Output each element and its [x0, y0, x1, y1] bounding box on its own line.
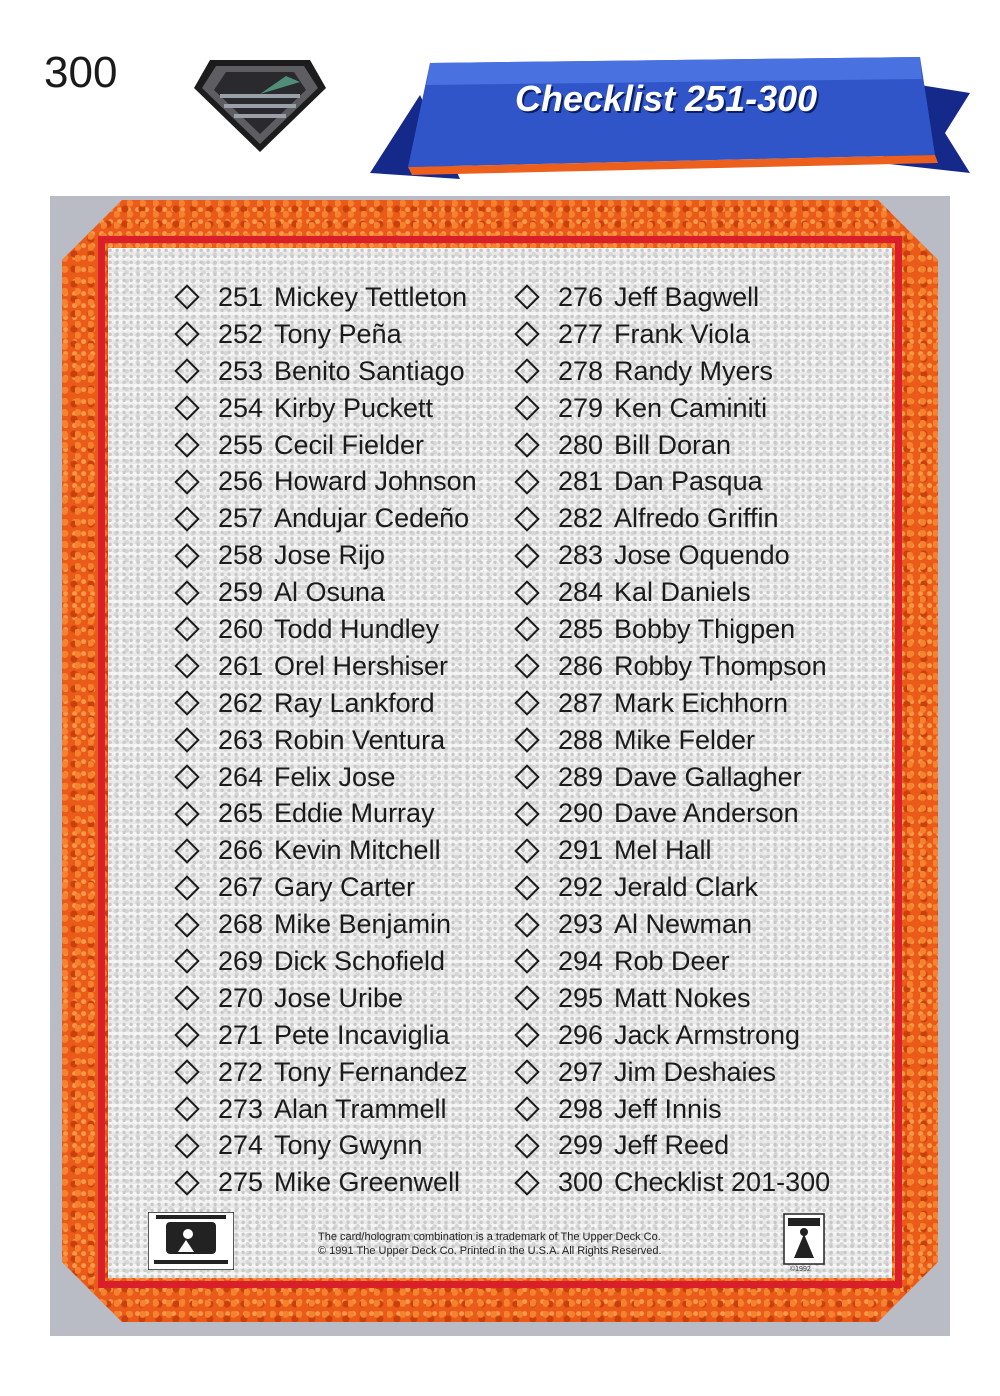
checkbox-diamond-icon[interactable]: [174, 875, 199, 900]
checkbox-diamond-icon[interactable]: [174, 912, 199, 937]
checklist-row: [514, 722, 830, 759]
checkbox-diamond-icon[interactable]: [174, 1170, 199, 1195]
checklist-row: [514, 353, 830, 390]
checkbox-diamond-icon[interactable]: [174, 395, 199, 420]
checkbox-diamond-icon[interactable]: [174, 727, 199, 752]
checkbox-diamond-icon[interactable]: [514, 691, 539, 716]
checklist-column-left: [174, 279, 477, 1201]
player-name: Todd Hundley: [274, 613, 440, 644]
checklist-row: [174, 648, 477, 685]
card-entry-number: 251: [218, 281, 264, 312]
player-name: Felix Jose: [274, 761, 396, 792]
checkbox-diamond-icon[interactable]: [174, 838, 199, 863]
card-entry-number: 280: [558, 429, 604, 460]
player-name: Jose Rijo: [274, 540, 386, 571]
checklist-row: [174, 353, 477, 390]
checkbox-diamond-icon[interactable]: [174, 358, 199, 383]
card-entry-number: 254: [218, 392, 264, 423]
checkbox-diamond-icon[interactable]: [514, 395, 539, 420]
card-entry-number: 286: [558, 650, 604, 681]
card-entry-number: 257: [218, 503, 264, 534]
card-entry-number: 256: [218, 466, 264, 497]
player-name: Robin Ventura: [274, 724, 446, 755]
checkbox-diamond-icon[interactable]: [514, 838, 539, 863]
card-entry-number: 260: [218, 613, 264, 644]
card-entry-number: 266: [218, 835, 264, 866]
checklist-row: [174, 463, 477, 500]
player-name: Gary Carter: [274, 872, 416, 903]
checklist-row: [174, 611, 477, 648]
checkbox-diamond-icon[interactable]: [514, 1023, 539, 1048]
card-entry-number: 258: [218, 540, 264, 571]
checkbox-diamond-icon[interactable]: [514, 432, 539, 457]
player-name: Dan Pasqua: [614, 466, 763, 497]
checklist-row: [514, 500, 830, 537]
checklist-row: [174, 980, 477, 1017]
checklist-row: [514, 611, 830, 648]
card-entry-number: 297: [558, 1056, 604, 1087]
checklist-row: [514, 1164, 830, 1201]
checklist-row: [514, 1017, 830, 1054]
card-entry-number: 262: [218, 687, 264, 718]
card-entry-number: 287: [558, 687, 604, 718]
checklist-row: [514, 390, 830, 427]
player-name: Dave Gallagher: [614, 761, 802, 792]
card-entry-number: 284: [558, 577, 604, 608]
player-name: Frank Viola: [614, 318, 751, 349]
player-name: Mickey Tettleton: [274, 281, 468, 312]
player-name: Mel Hall: [614, 835, 712, 866]
checkbox-diamond-icon[interactable]: [514, 543, 539, 568]
card-entry-number: 294: [558, 945, 604, 976]
player-name: Kirby Puckett: [274, 392, 434, 423]
player-name: Dick Schofield: [274, 945, 446, 976]
checkbox-diamond-icon[interactable]: [514, 1096, 539, 1121]
player-name: Tony Gwynn: [274, 1130, 423, 1161]
checkbox-diamond-icon[interactable]: [174, 506, 199, 531]
checklist-row: [514, 463, 830, 500]
checklist-row: [174, 832, 477, 869]
checkbox-diamond-icon[interactable]: [174, 285, 199, 310]
checklist-title: Checklist 251-300: [515, 78, 818, 119]
player-name: Jim Deshaies: [614, 1056, 777, 1087]
card-entry-number: 272: [218, 1056, 264, 1087]
checklist-row: [514, 943, 830, 980]
card-entry-number: 279: [558, 392, 604, 423]
checkbox-diamond-icon[interactable]: [514, 727, 539, 752]
player-name: Cecil Fielder: [274, 429, 425, 460]
checklist-row: [514, 537, 830, 574]
player-name: Matt Nokes: [614, 982, 751, 1013]
checkbox-diamond-icon[interactable]: [514, 986, 539, 1011]
player-name: Pete Incaviglia: [274, 1019, 450, 1050]
checklist-row: [514, 869, 830, 906]
card-entry-number: 253: [218, 355, 264, 386]
checkbox-diamond-icon[interactable]: [514, 1170, 539, 1195]
checklist-row: [174, 1164, 477, 1201]
checklist-row: [514, 279, 830, 316]
card-entry-number: 269: [218, 945, 264, 976]
player-name: Andujar Cedeño: [274, 503, 470, 534]
player-name: Rob Deer: [614, 945, 730, 976]
title-banner: [360, 55, 970, 185]
checklist-row: [514, 906, 830, 943]
player-name: Jerald Clark: [614, 872, 759, 903]
player-name: Howard Johnson: [274, 466, 477, 497]
player-name: Benito Santiago: [274, 355, 465, 386]
card-entry-number: 273: [218, 1093, 264, 1124]
legal-line-1: The card/hologram combination is a trademark of The Upper Deck Co.: [318, 1231, 661, 1243]
player-name: Kal Daniels: [614, 577, 751, 608]
card-entry-number: 281: [558, 466, 604, 497]
checkbox-diamond-icon[interactable]: [174, 322, 199, 347]
card-entry-number: 268: [218, 909, 264, 940]
checklist-row: [174, 943, 477, 980]
checklist-row: [174, 537, 477, 574]
player-name: Jeff Innis: [614, 1093, 722, 1124]
player-name: Orel Hershiser: [274, 650, 449, 681]
card-entry-number: 291: [558, 835, 604, 866]
checklist-row: [174, 1091, 477, 1128]
card-entry-number: 277: [558, 318, 604, 349]
player-name: Alfredo Griffin: [614, 503, 779, 534]
checklist-row: [174, 1127, 477, 1164]
legal-text: [318, 1230, 738, 1258]
checklist-row: [174, 759, 477, 796]
checklist-row: [174, 279, 477, 316]
checklist-row: [514, 648, 830, 685]
card-entry-number: 274: [218, 1130, 264, 1161]
checklist-row: [174, 795, 477, 832]
checklist-row: [174, 1054, 477, 1091]
checklist-column-right: [514, 279, 830, 1201]
player-name: Jeff Reed: [614, 1130, 730, 1161]
card-entry-number: 264: [218, 761, 264, 792]
checklist-row: [514, 980, 830, 1017]
checklist-row: [514, 427, 830, 464]
checkbox-diamond-icon[interactable]: [174, 986, 199, 1011]
checkbox-diamond-icon[interactable]: [174, 580, 199, 605]
checklist-row: [174, 390, 477, 427]
card-entry-number: 263: [218, 724, 264, 755]
checkbox-diamond-icon[interactable]: [514, 322, 539, 347]
card-entry-number: 293: [558, 909, 604, 940]
checklist-row: [514, 832, 830, 869]
checkbox-diamond-icon[interactable]: [514, 469, 539, 494]
card-entry-number: 261: [218, 650, 264, 681]
checkbox-diamond-icon[interactable]: [514, 617, 539, 642]
card-entry-number: 267: [218, 872, 264, 903]
card-entry-number: 288: [558, 724, 604, 755]
player-name: Tony Peña: [274, 318, 402, 349]
checkbox-diamond-icon[interactable]: [174, 469, 199, 494]
mlb-official-licensee-logo: [148, 1212, 234, 1270]
player-name: Kevin Mitchell: [274, 835, 441, 866]
player-name: Tony Fernandez: [274, 1056, 468, 1087]
checklist-row: [514, 795, 830, 832]
player-name: Mark Eichhorn: [614, 687, 789, 718]
checklist-row: [174, 722, 477, 759]
mlbpa-logo: [780, 1210, 828, 1274]
checkbox-diamond-icon[interactable]: [174, 1133, 199, 1158]
card-entry-number: 299: [558, 1130, 604, 1161]
checklist-row: [514, 685, 830, 722]
checkbox-diamond-icon[interactable]: [514, 654, 539, 679]
card-entry-number: 282: [558, 503, 604, 534]
player-name: Bill Doran: [614, 429, 732, 460]
checkbox-diamond-icon[interactable]: [174, 801, 199, 826]
player-name: Al Osuna: [274, 577, 386, 608]
checkbox-diamond-icon[interactable]: [174, 432, 199, 457]
checkbox-diamond-icon[interactable]: [514, 875, 539, 900]
card-entry-number: 289: [558, 761, 604, 792]
checkbox-diamond-icon[interactable]: [174, 764, 199, 789]
player-name: Bobby Thigpen: [614, 613, 796, 644]
checklist-row: [174, 685, 477, 722]
card-entry-number: 275: [218, 1167, 264, 1198]
player-name: Alan Trammell: [274, 1093, 447, 1124]
card-entry-number: 252: [218, 318, 264, 349]
checklist-row: [174, 427, 477, 464]
player-name: Robby Thompson: [614, 650, 827, 681]
hologram-diamond-logo: [190, 54, 330, 154]
checklist-row: [514, 1127, 830, 1164]
checkbox-diamond-icon[interactable]: [514, 949, 539, 974]
checklist-row: [174, 1017, 477, 1054]
card-entry-number: 298: [558, 1093, 604, 1124]
checkbox-diamond-icon[interactable]: [514, 358, 539, 383]
card-entry-number: 278: [558, 355, 604, 386]
checklist-row: [514, 759, 830, 796]
player-name: Jeff Bagwell: [614, 281, 760, 312]
checkbox-diamond-icon[interactable]: [514, 801, 539, 826]
card-entry-number: 259: [218, 577, 264, 608]
checkbox-diamond-icon[interactable]: [174, 654, 199, 679]
player-name: Al Newman: [614, 909, 753, 940]
card-entry-number: 292: [558, 872, 604, 903]
card-entry-number: 296: [558, 1019, 604, 1050]
player-name: Dave Anderson: [614, 798, 799, 829]
checklist-row: [174, 316, 477, 353]
checklist-row: [174, 869, 477, 906]
card-number: 300: [44, 48, 118, 97]
player-name: Mike Benjamin: [274, 909, 452, 940]
checkbox-diamond-icon[interactable]: [514, 912, 539, 937]
card-entry-number: 290: [558, 798, 604, 829]
card-entry-number: 300: [558, 1167, 604, 1198]
player-name: Mike Greenwell: [274, 1167, 461, 1198]
card-entry-number: 270: [218, 982, 264, 1013]
card-entry-number: 276: [558, 281, 604, 312]
checkbox-diamond-icon[interactable]: [174, 1023, 199, 1048]
checklist-row: [514, 316, 830, 353]
player-name: Jack Armstrong: [614, 1019, 801, 1050]
checklist-row: [174, 574, 477, 611]
checklist-row: [174, 500, 477, 537]
checklist-row: [174, 906, 477, 943]
card-entry-number: 265: [218, 798, 264, 829]
checkbox-diamond-icon[interactable]: [174, 949, 199, 974]
checkbox-diamond-icon[interactable]: [514, 580, 539, 605]
legal-line-2: © 1991 The Upper Deck Co. Printed in the U.S.A. All Rights Reserved.: [318, 1245, 662, 1257]
player-name: Checklist 201-300: [614, 1167, 831, 1198]
checkbox-diamond-icon[interactable]: [174, 543, 199, 568]
checkbox-diamond-icon[interactable]: [514, 1059, 539, 1084]
mlbpa-year: ©1992: [790, 1266, 811, 1273]
checkbox-diamond-icon[interactable]: [514, 285, 539, 310]
card-entry-number: 271: [218, 1019, 264, 1050]
player-name: Ken Caminiti: [614, 392, 768, 423]
checkbox-diamond-icon[interactable]: [174, 1059, 199, 1084]
checklist-row: [514, 1054, 830, 1091]
checklist-row: [514, 574, 830, 611]
player-name: Ray Lankford: [274, 687, 435, 718]
player-name: Randy Myers: [614, 355, 774, 386]
checkbox-diamond-icon[interactable]: [174, 1096, 199, 1121]
card-entry-number: 295: [558, 982, 604, 1013]
card-entry-number: 255: [218, 429, 264, 460]
checkbox-diamond-icon[interactable]: [514, 1133, 539, 1158]
player-name: Jose Uribe: [274, 982, 404, 1013]
checkbox-diamond-icon[interactable]: [514, 764, 539, 789]
card-entry-number: 283: [558, 540, 604, 571]
card-entry-number: 285: [558, 613, 604, 644]
player-name: Mike Felder: [614, 724, 756, 755]
checkbox-diamond-icon[interactable]: [514, 506, 539, 531]
checklist-row: [514, 1091, 830, 1128]
player-name: Eddie Murray: [274, 798, 435, 829]
checkbox-diamond-icon[interactable]: [174, 617, 199, 642]
checkbox-diamond-icon[interactable]: [174, 691, 199, 716]
player-name: Jose Oquendo: [614, 540, 790, 571]
